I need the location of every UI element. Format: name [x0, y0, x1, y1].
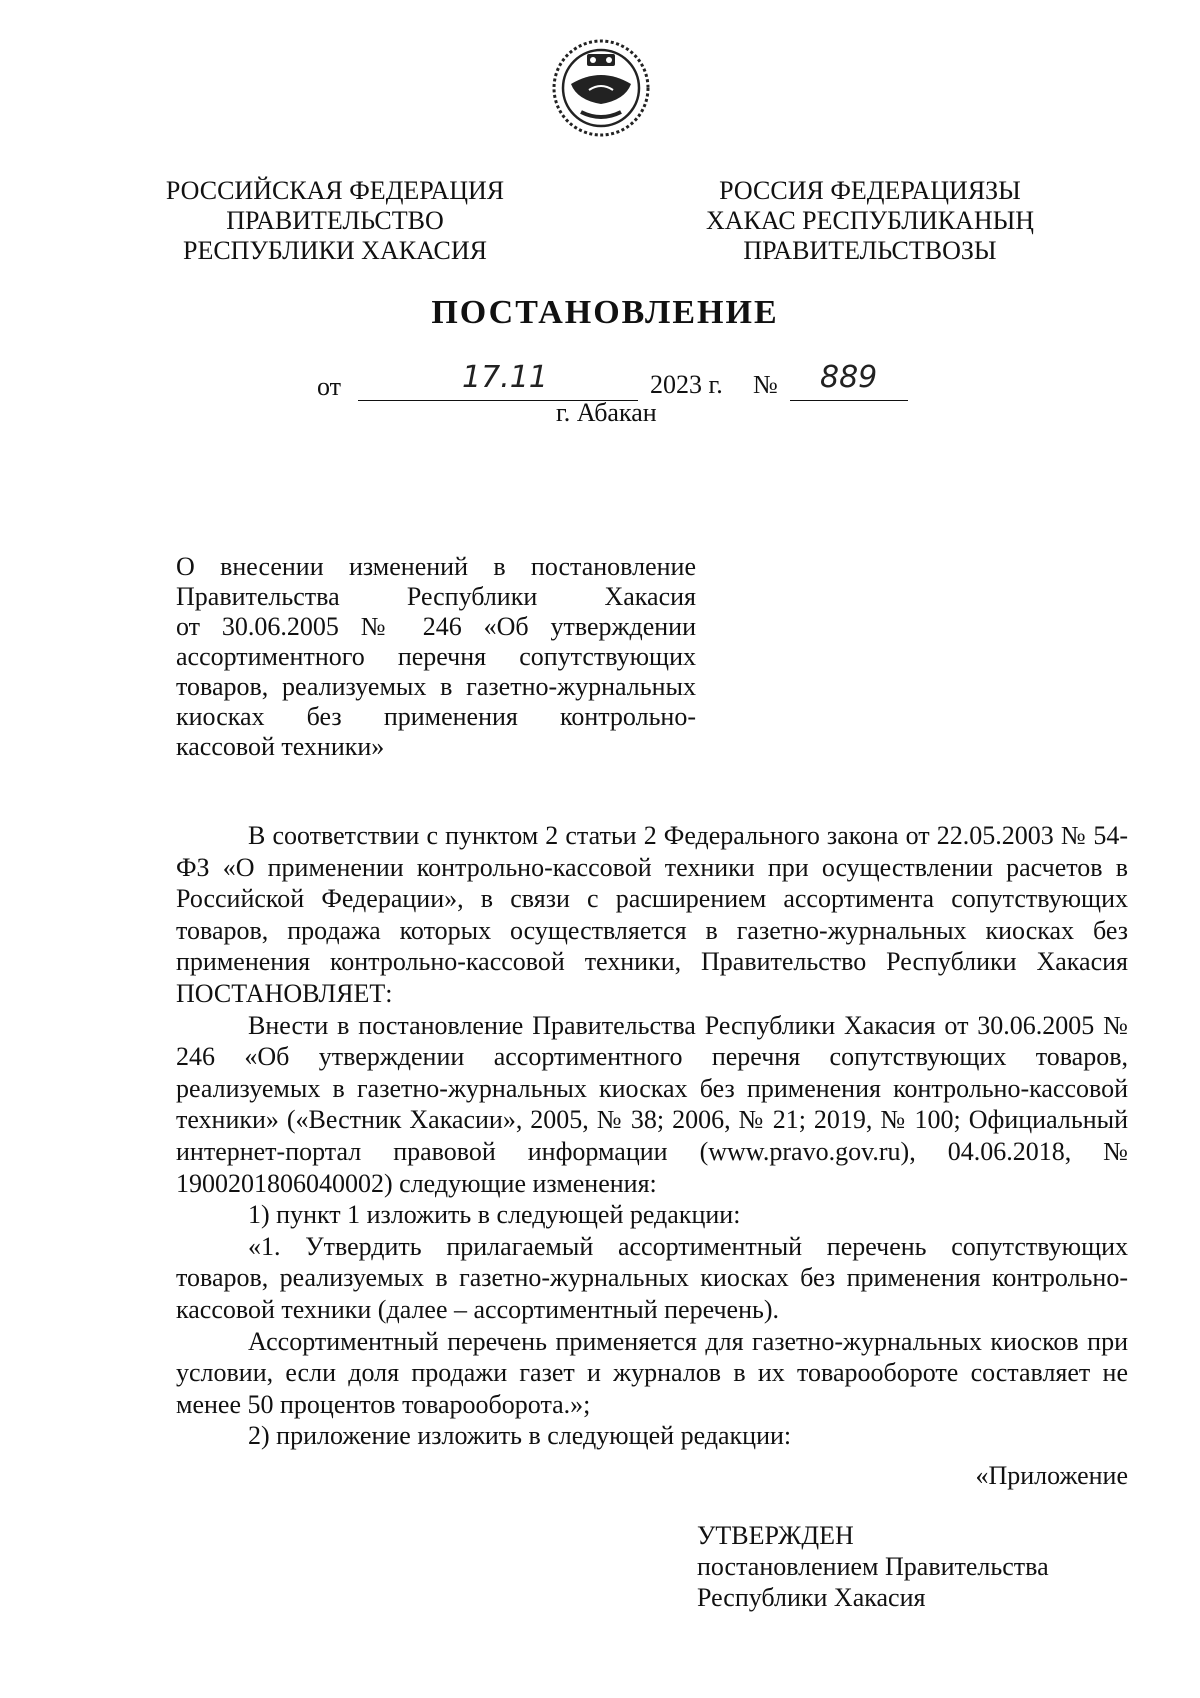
header-left-block: [165, 176, 505, 266]
approval-block: [697, 1520, 1049, 1613]
header-left-line: РОССИЙСКАЯ ФЕДЕРАЦИЯ: [165, 176, 505, 205]
header-right-line: ХАКАС РЕСПУБЛИКАНЫҢ: [705, 206, 1035, 235]
paragraph: В соответствии с пунктом 2 статьи 2 Федерального закона от 22.05.2003 № 54-ФЗ «О применении контрольно-кассовой техники при осуществлении расчетов в Российской Федерации», в связи с расширением ассортимента сопутствующих товаров, продажа которых осуществляется в газетно-журнальных киосках без применения контрольно-кассовой техники, Правительство Республики Хакасия ПОСТАНОВЛЯЕТ:: [176, 821, 1128, 1008]
number-sign: №: [753, 370, 778, 399]
header-left-line: РЕСПУБЛИКИ ХАКАСИЯ: [182, 236, 487, 265]
approval-line: Республики Хакасия: [697, 1583, 926, 1612]
handwritten-number: 889: [820, 360, 878, 395]
subject-line: О внесении изменений в постановление: [176, 552, 696, 581]
subject-line: ассортиментного перечня сопутствующих: [176, 642, 696, 671]
header-right-block: [700, 176, 1040, 266]
subject-line: кассовой техники»: [176, 732, 385, 761]
subject-line: от 30.06.2005 № 246 «Об утверждении: [176, 612, 696, 641]
header-right-line: РОССИЯ ФЕДЕРАЦИЯЗЫ: [719, 176, 1021, 205]
city-label: г. Абакан: [556, 398, 657, 427]
paragraph: Ассортиментный перечень применяется для газетно-журнальных киосков при условии, если доля продажи газет и журналов в их товарообороте составляет не менее 50 процентов товарооборота.»;: [176, 1326, 1128, 1419]
subject-line: киосках без применения контрольно-: [176, 702, 696, 731]
coat-of-arms-emblem: [551, 38, 651, 138]
number-underline: [790, 400, 908, 401]
body-text: [176, 820, 1128, 1452]
document-title: ПОСТАНОВЛЕНИЕ: [431, 294, 779, 331]
paragraph: Внести в постановление Правительства Республики Хакасия от 30.06.2005 № 246 «Об утверждении ассортиментного перечня сопутствующих товаров, реализуемых в газетно-журнальных киосках без применения контрольно-кассовой техники» («Вестник Хакасии», 2005, № 38; 2006, № 21; 2019, № 100; Официальный интернет-портал правовой информации (www.pravo.gov.ru), 04.06.2018, № 1900201806040002) следующие изменения:: [176, 1010, 1128, 1198]
paragraph: 2) приложение изложить в следующей редакции:: [248, 1421, 792, 1451]
subject-line: Правительства Республики Хакасия: [176, 582, 696, 611]
approval-line: УТВЕРЖДЕН: [697, 1521, 854, 1550]
year-label: 2023 г.: [650, 370, 723, 399]
date-number-line: [0, 360, 1200, 400]
paragraph: «1. Утвердить прилагаемый ассортиментный перечень сопутствующих товаров, реализуемых в газетно-журнальных киосках без применения контрольно-кассовой техники (далее – ассортиментный перечень).: [176, 1231, 1128, 1324]
handwritten-date: 17.11: [462, 360, 548, 395]
subject-line: товаров, реализуемых в газетно-журнальных: [176, 672, 696, 701]
header-right-line: ПРАВИТЕЛЬСТВОЗЫ: [743, 236, 997, 265]
approval-line: постановлением Правительства: [697, 1552, 1049, 1581]
header-left-line: ПРАВИТЕЛЬСТВО: [226, 206, 444, 235]
date-prefix: от: [317, 372, 342, 401]
subject-block: [176, 552, 696, 762]
appendix-label: «Приложение: [975, 1461, 1128, 1490]
paragraph: 1) пункт 1 изложить в следующей редакции:: [248, 1200, 741, 1230]
